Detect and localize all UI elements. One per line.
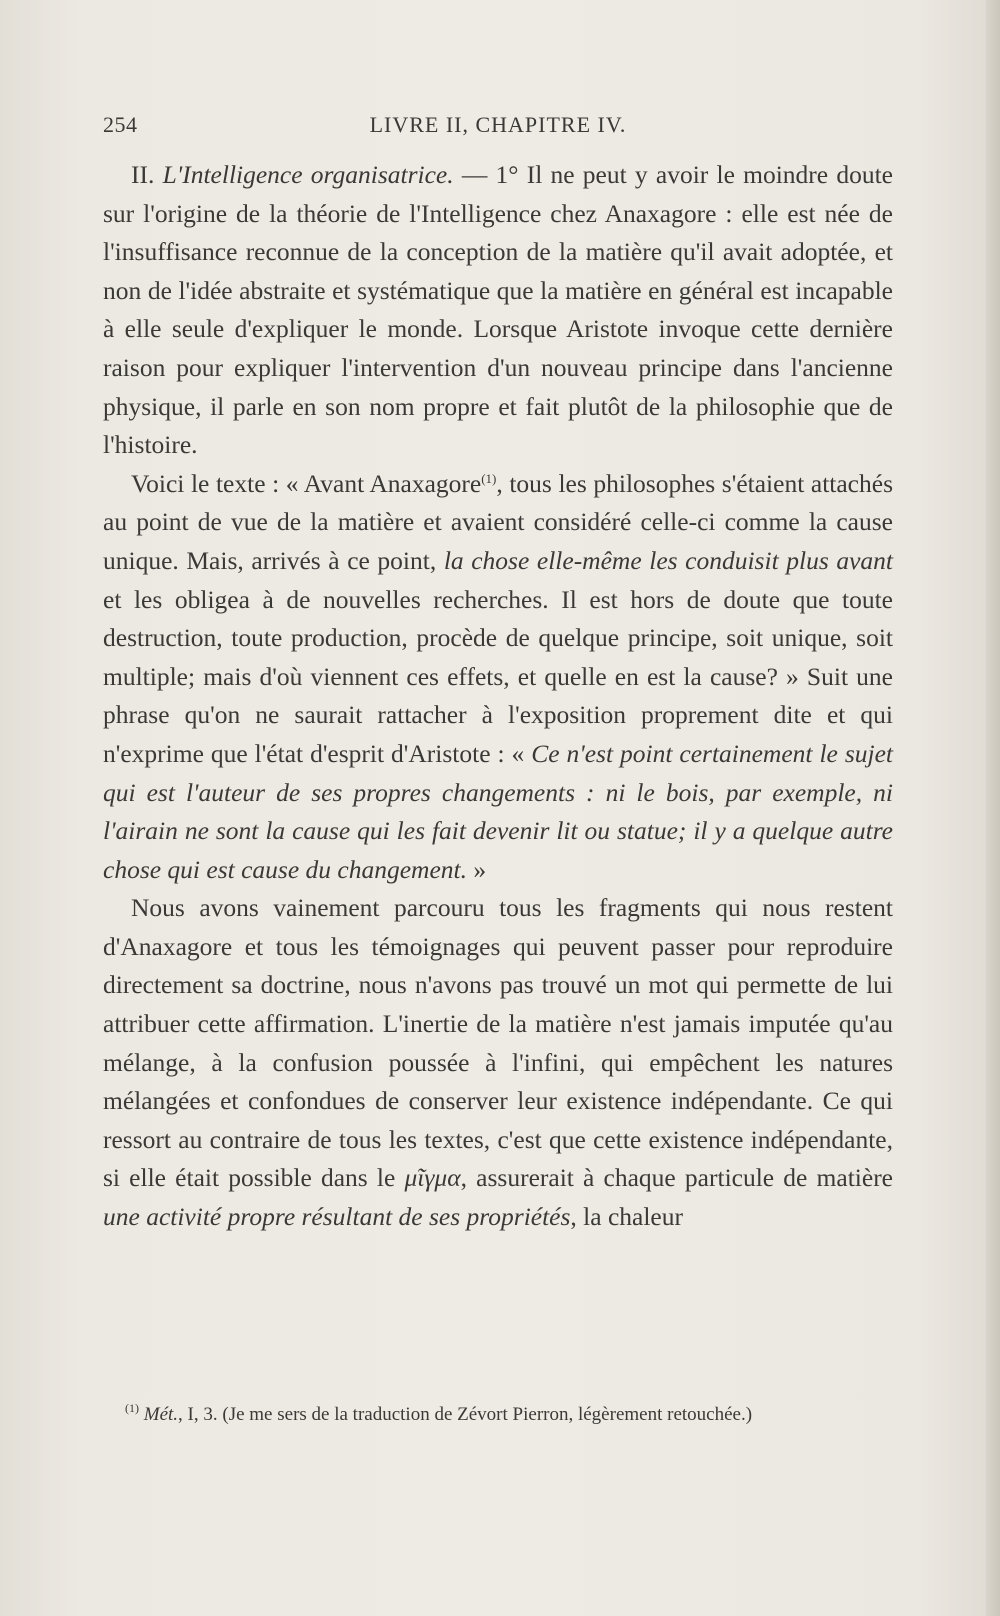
page-number: 254 — [103, 112, 138, 137]
paragraph-2-end: » — [467, 854, 487, 884]
page-header — [103, 112, 893, 148]
paragraph-2-text-c: et les obligea à de nouvelles recherches. Il est hors de doute que toute destruction, toute production, procède de quelque principe, soit unique, soit multiple; mais d'où viennent ces effets, et quelle en est la cause? » Suit une phrase qu'on ne saurait rattacher à l'exposition proprement dite et qui n'exprime que l'état d'esprit d'Aristote : « — [103, 584, 893, 768]
running-head: LIVRE II, CHAPITRE IV. — [369, 112, 627, 137]
paragraph-2-italic-2: Ce n'est point certainement le sujet qui est l'auteur de ses propres changements : ni le bois, par exemple, ni l'airain ne sont la cause qui les fait devenir lit ou statue; il y a quelque autre chose qui est cause du changement. — [103, 738, 893, 884]
paragraph-1 — [103, 156, 893, 465]
page-edge — [986, 0, 1000, 1616]
footnote-mark: (1) — [125, 1401, 139, 1415]
paragraph-3-text-a: Nous avons vainement parcouru tous les fragments qui nous restent d'Anaxagore et tous les témoignages qui peuvent passer pour reproduire directement sa doctrine, nous n'avons pas trouvé un mot qui permette de lui attribuer cette affirmation. L'inertie de la matière n'est jamais imputée qu'au mélange, à la confusion poussée à l'infini, qui empêchent les natures mélangées et confondues de conserver leur existence indépendante. Ce qui ressort au contraire de tous les textes, c'est que cette existence indépendante, si elle était possible dans le — [103, 893, 893, 1193]
paragraph-3-italic: une activité propre résultant de ses propriétés — [103, 1202, 571, 1232]
section-dash: — — [461, 160, 488, 189]
paragraph-3 — [103, 889, 893, 1236]
paragraph-2-italic-1: la chose elle-même les conduisit plus avant — [443, 545, 893, 575]
greek-word: μῖγμα — [404, 1163, 461, 1193]
footnote-ref: Mét. — [143, 1404, 179, 1425]
paragraph-3-text-c: , la chaleur — [570, 1202, 683, 1232]
paragraph-2-text-a: Voici le texte : « Avant Anaxagore — [131, 468, 482, 498]
footnote — [103, 1402, 893, 1428]
section-number: II. — [131, 160, 155, 189]
paragraph-3-text-b: , assurerait à chaque particule de matière — [460, 1163, 893, 1193]
paragraph-1-text: 1° Il ne peut y avoir le moindre doute sur l'origine de la théorie de l'Intelligence chez Anaxagore : elle est née de l'insuffisance reconnue de la conception de la matière qu'il avait adoptée, et non de l'idée abstraite et systématique que la matière en général est incapable à elle seule d'expliquer le monde. Lorsque Aristote invoque cette dernière raison pour expliquer l'intervention d'un nouveau principe dans l'ancienne physique, il parle en son nom propre et fait plutôt de la philosophie que de l'histoire. — [103, 160, 893, 460]
footnote-reference: (1) — [481, 470, 497, 486]
section-title: L'Intelligence organisatrice. — [162, 160, 454, 189]
paragraph-2-text-b: , tous les philosophes s'étaient attachés au point de vue de la matière et avaient considéré celle-ci comme la cause unique. Mais, arrivés à ce point, — [103, 468, 893, 575]
footnote-text: , I, 3. (Je me sers de la traduction de Zévort Pierron, légèrement retouchée.) — [178, 1404, 753, 1425]
body-text — [103, 156, 893, 1237]
paragraph-2 — [103, 465, 893, 890]
